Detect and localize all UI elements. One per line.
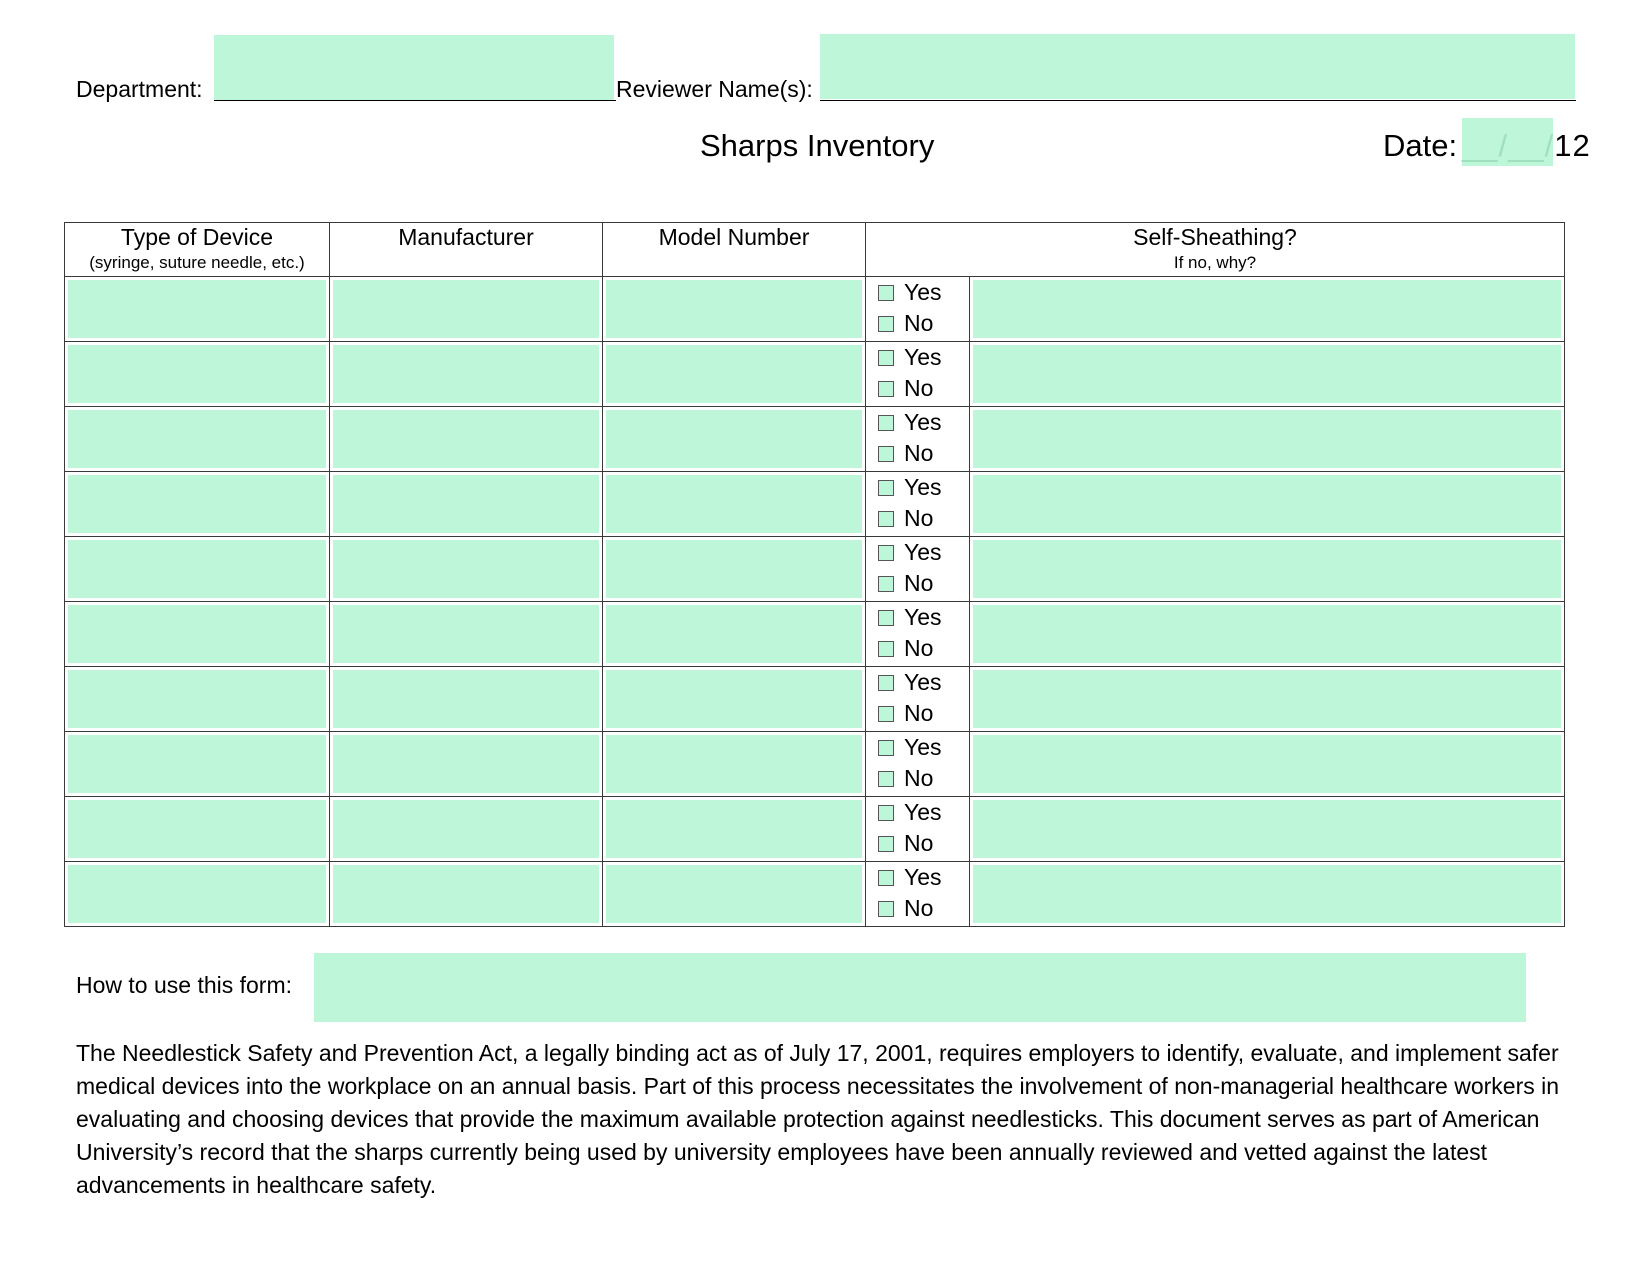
no-checkbox[interactable]: [878, 901, 894, 917]
device-type-cell: [65, 277, 330, 342]
table-header-row: [65, 223, 1565, 277]
self-sheathing-options: [866, 862, 970, 927]
device-type-field[interactable]: [68, 800, 326, 858]
manufacturer-cell: [330, 862, 603, 927]
manufacturer-field[interactable]: [333, 605, 599, 663]
no-checkbox[interactable]: [878, 576, 894, 592]
yes-label: Yes: [904, 734, 942, 760]
model-number-cell: [603, 667, 866, 732]
model-number-field[interactable]: [606, 345, 862, 403]
manufacturer-cell: [330, 602, 603, 667]
self-sheathing-options: [866, 732, 970, 797]
device-type-cell: [65, 342, 330, 407]
no-label: No: [904, 310, 934, 336]
table-row: [65, 732, 1565, 797]
reason-cell: [970, 602, 1565, 667]
column-title: Manufacturer: [398, 224, 534, 250]
yes-label: Yes: [904, 279, 942, 305]
no-label: No: [904, 895, 934, 921]
yes-checkbox[interactable]: [878, 285, 894, 301]
model-number-cell: [603, 472, 866, 537]
table-row: [65, 797, 1565, 862]
self-sheathing-options: [866, 602, 970, 667]
device-type-cell: [65, 732, 330, 797]
date-label: Date:: [1383, 128, 1458, 163]
manufacturer-field[interactable]: [333, 345, 599, 403]
no-option[interactable]: [866, 503, 969, 534]
yes-option[interactable]: [866, 667, 969, 698]
model-number-field[interactable]: [606, 670, 862, 728]
reason-field[interactable]: [973, 345, 1561, 403]
no-checkbox[interactable]: [878, 771, 894, 787]
yes-option[interactable]: [866, 862, 969, 893]
reason-cell: [970, 537, 1565, 602]
self-sheathing-options: [866, 797, 970, 862]
column-title: Model Number: [658, 224, 810, 250]
model-number-field[interactable]: [606, 410, 862, 468]
device-type-cell: [65, 797, 330, 862]
no-label: No: [904, 505, 934, 531]
no-checkbox[interactable]: [878, 316, 894, 332]
no-label: No: [904, 830, 934, 856]
device-type-cell: [65, 862, 330, 927]
reason-cell: [970, 732, 1565, 797]
yes-option[interactable]: [866, 537, 969, 568]
manufacturer-cell: [330, 537, 603, 602]
page-title: Sharps Inventory: [700, 128, 935, 163]
yes-checkbox[interactable]: [878, 610, 894, 626]
reason-cell: [970, 472, 1565, 537]
device-type-cell: [65, 667, 330, 732]
date-blank: __/__/: [1462, 128, 1555, 163]
yes-label: Yes: [904, 799, 942, 825]
table-row: [65, 602, 1565, 667]
self-sheathing-options: [866, 667, 970, 732]
reason-cell: [970, 797, 1565, 862]
model-number-field[interactable]: [606, 800, 862, 858]
device-type-field[interactable]: [68, 345, 326, 403]
yes-option[interactable]: [866, 407, 969, 438]
self-sheathing-options: [866, 407, 970, 472]
reason-field[interactable]: [973, 410, 1561, 468]
yes-checkbox[interactable]: [878, 480, 894, 496]
no-checkbox[interactable]: [878, 446, 894, 462]
table-row: [65, 862, 1565, 927]
yes-checkbox[interactable]: [878, 870, 894, 886]
column-header-type: [65, 223, 330, 277]
model-number-field[interactable]: [606, 540, 862, 598]
model-number-cell: [603, 537, 866, 602]
yes-checkbox[interactable]: [878, 740, 894, 756]
manufacturer-field[interactable]: [333, 865, 599, 923]
yes-checkbox[interactable]: [878, 350, 894, 366]
no-option[interactable]: [866, 568, 969, 599]
model-number-field[interactable]: [606, 735, 862, 793]
manufacturer-cell: [330, 667, 603, 732]
reason-cell: [970, 667, 1565, 732]
manufacturer-field[interactable]: [333, 280, 599, 338]
yes-option[interactable]: [866, 472, 969, 503]
model-number-cell: [603, 277, 866, 342]
no-option[interactable]: [866, 763, 969, 794]
device-type-field[interactable]: [68, 670, 326, 728]
reason-cell: [970, 862, 1565, 927]
no-label: No: [904, 375, 934, 401]
no-label: No: [904, 700, 934, 726]
manufacturer-cell: [330, 797, 603, 862]
manufacturer-cell: [330, 407, 603, 472]
no-label: No: [904, 765, 934, 791]
model-number-cell: [603, 342, 866, 407]
manufacturer-field[interactable]: [333, 735, 599, 793]
department-underline: [214, 100, 616, 101]
yes-option[interactable]: [866, 797, 969, 828]
model-number-field[interactable]: [606, 865, 862, 923]
no-option[interactable]: [866, 373, 969, 404]
device-type-field[interactable]: [68, 475, 326, 533]
manufacturer-cell: [330, 342, 603, 407]
table-row: [65, 342, 1565, 407]
device-type-field[interactable]: [68, 540, 326, 598]
no-option[interactable]: [866, 698, 969, 729]
no-option[interactable]: [866, 893, 969, 924]
no-checkbox[interactable]: [878, 836, 894, 852]
device-type-field[interactable]: [68, 410, 326, 468]
reason-field[interactable]: [973, 800, 1561, 858]
self-sheathing-options: [866, 472, 970, 537]
reason-cell: [970, 407, 1565, 472]
no-option[interactable]: [866, 438, 969, 469]
yes-label: Yes: [904, 409, 942, 435]
no-label: No: [904, 635, 934, 661]
table-row: [65, 472, 1565, 537]
column-header-self-sheathing: [866, 223, 1565, 277]
howto-label: How to use this form:: [76, 972, 293, 998]
table-row: [65, 667, 1565, 732]
no-option[interactable]: [866, 828, 969, 859]
model-number-field[interactable]: [606, 475, 862, 533]
yes-label: Yes: [904, 864, 942, 890]
manufacturer-field[interactable]: [333, 410, 599, 468]
reason-field[interactable]: [973, 865, 1561, 923]
department-label: Department:: [76, 76, 203, 102]
date-value: [1462, 128, 1591, 164]
device-type-field[interactable]: [68, 605, 326, 663]
self-sheathing-options: [866, 277, 970, 342]
department-field[interactable]: [214, 35, 614, 101]
column-subtitle: If no, why?: [1173, 253, 1257, 272]
no-checkbox[interactable]: [878, 381, 894, 397]
yes-label: Yes: [904, 344, 942, 370]
model-number-cell: [603, 797, 866, 862]
no-option[interactable]: [866, 633, 969, 664]
no-checkbox[interactable]: [878, 706, 894, 722]
model-number-cell: [603, 407, 866, 472]
yes-option[interactable]: [866, 732, 969, 763]
reviewer-label: Reviewer Name(s):: [616, 76, 813, 102]
yes-checkbox[interactable]: [878, 415, 894, 431]
yes-label: Yes: [904, 474, 942, 500]
date-year: 12: [1554, 128, 1591, 163]
sharps-inventory-table: [64, 222, 1565, 927]
act-description-paragraph: The Needlestick Safety and Prevention Act, a legally binding act as of July 17, 2001, requires employers to identify, evaluate, and implement safer medical devices into the workplace on an annual basis. Part of this process necessitates the involvement of non-managerial healthcare workers in evaluating and choosing devices that provide the maximum available protection against needlesticks. This document serves as part of American University’s record that the sharps currently being used by university employees have been annually reviewed and vetted against the latest advancements in healthcare safety.: [76, 1040, 1560, 1198]
column-header-manufacturer: [330, 223, 603, 277]
yes-option[interactable]: [866, 602, 969, 633]
reason-field[interactable]: [973, 670, 1561, 728]
reason-field[interactable]: [973, 605, 1561, 663]
manufacturer-field[interactable]: [333, 475, 599, 533]
yes-label: Yes: [904, 604, 942, 630]
no-option[interactable]: [866, 308, 969, 339]
device-type-cell: [65, 602, 330, 667]
table-row: [65, 277, 1565, 342]
no-checkbox[interactable]: [878, 511, 894, 527]
table-row: [65, 407, 1565, 472]
reason-field[interactable]: [973, 280, 1561, 338]
reviewer-underline: [820, 100, 1576, 101]
manufacturer-field[interactable]: [333, 800, 599, 858]
yes-checkbox[interactable]: [878, 675, 894, 691]
yes-option[interactable]: [866, 277, 969, 308]
table-row: [65, 537, 1565, 602]
no-checkbox[interactable]: [878, 641, 894, 657]
device-type-cell: [65, 472, 330, 537]
howto-field[interactable]: [314, 953, 1526, 1022]
device-type-field[interactable]: [68, 735, 326, 793]
no-label: No: [904, 570, 934, 596]
device-type-field[interactable]: [68, 280, 326, 338]
model-number-field[interactable]: [606, 605, 862, 663]
no-label: No: [904, 440, 934, 466]
column-subtitle: (syringe, suture needle, etc.): [89, 253, 305, 272]
model-number-cell: [603, 602, 866, 667]
column-header-model: [603, 223, 866, 277]
model-number-cell: [603, 732, 866, 797]
model-number-cell: [603, 862, 866, 927]
manufacturer-cell: [330, 732, 603, 797]
self-sheathing-options: [866, 537, 970, 602]
reason-cell: [970, 277, 1565, 342]
yes-label: Yes: [904, 669, 942, 695]
device-type-cell: [65, 407, 330, 472]
yes-label: Yes: [904, 539, 942, 565]
reason-field[interactable]: [973, 475, 1561, 533]
table-body: [65, 277, 1565, 927]
reason-field[interactable]: [973, 540, 1561, 598]
device-type-field[interactable]: [68, 865, 326, 923]
yes-checkbox[interactable]: [878, 545, 894, 561]
manufacturer-cell: [330, 472, 603, 537]
manufacturer-cell: [330, 277, 603, 342]
device-type-cell: [65, 537, 330, 602]
yes-option[interactable]: [866, 342, 969, 373]
model-number-field[interactable]: [606, 280, 862, 338]
manufacturer-field[interactable]: [333, 670, 599, 728]
yes-checkbox[interactable]: [878, 805, 894, 821]
column-title: Type of Device: [120, 224, 274, 250]
column-title: Self-Sheathing?: [1133, 224, 1297, 250]
reason-field[interactable]: [973, 735, 1561, 793]
self-sheathing-options: [866, 342, 970, 407]
reason-cell: [970, 342, 1565, 407]
reviewer-field[interactable]: [820, 34, 1575, 99]
manufacturer-field[interactable]: [333, 540, 599, 598]
